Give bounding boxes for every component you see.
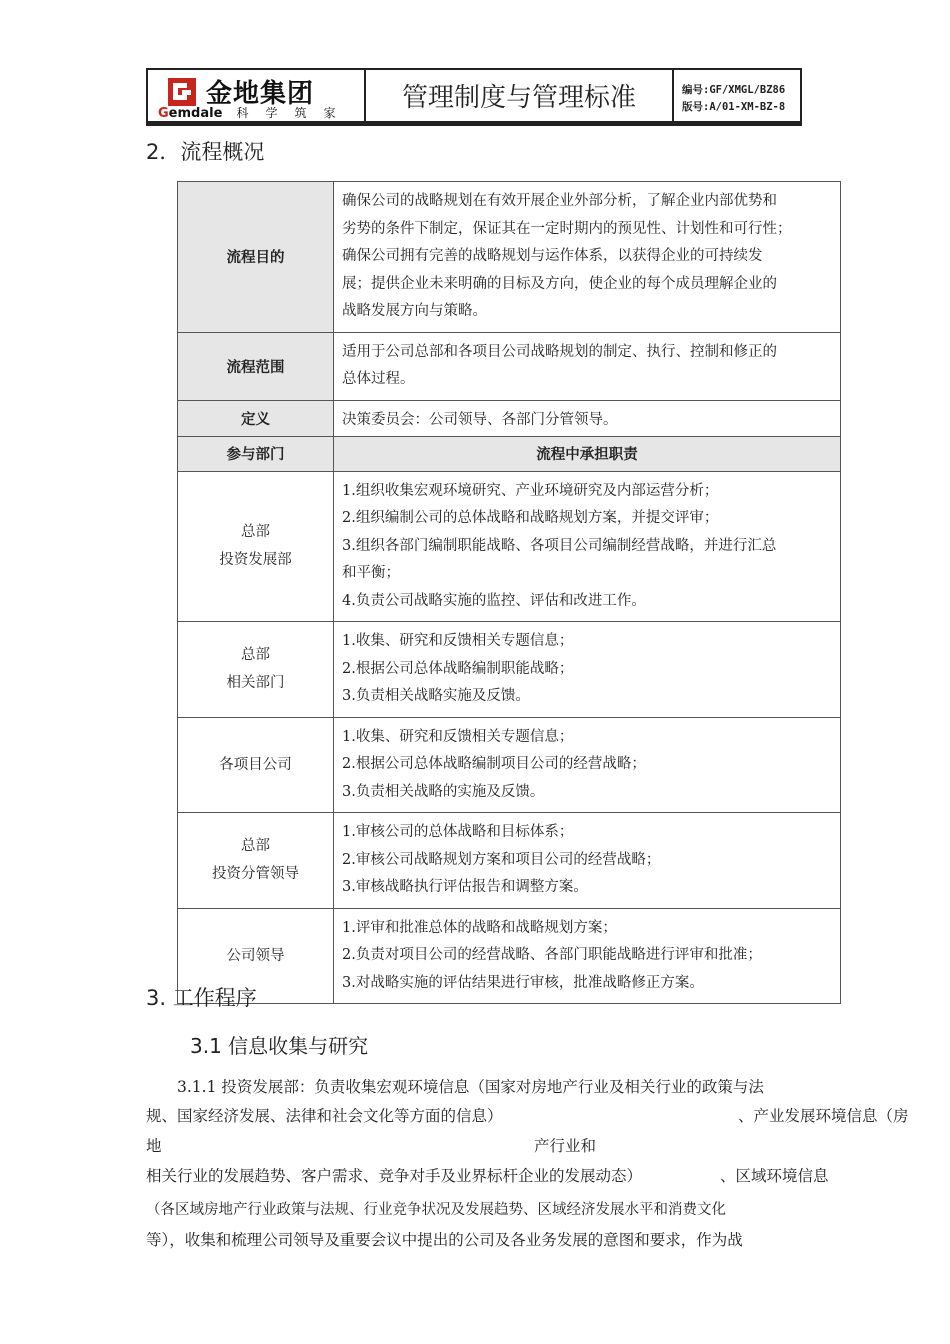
duty-cell: 1.组织收集宏观环境研究、产业环境研究及内部运营分析； 2.组织编制公司的总体战略和战略规划方案，并提交评审； 3.组织各部门编制职能战略、各项目公司编制经营战略，并进行汇总 和平衡； 4.负责公司战略实施的监控、评估和改进工作。 — [334, 471, 841, 622]
duty-cell: 1.收集、研究和反馈相关专题信息； 2.根据公司总体战略编制职能战略； 3.负责相关战略实施及反馈。 — [334, 622, 841, 718]
document-code: 编号:GF/XMGL/BZ86 — [682, 84, 786, 96]
paragraph-line: 、产业发展环境信息（房 — [738, 1107, 909, 1125]
duty-column-header: 流程中承担职责 — [334, 436, 841, 471]
duty-cell: 1.收集、研究和反馈相关专题信息； 2.根据公司总体战略编制项目公司的经营战略； 3.负责相关战略的实施及反馈。 — [334, 717, 841, 813]
scope-label: 流程范围 — [178, 332, 334, 400]
dept-column-header: 参与部门 — [178, 436, 334, 471]
definition-content: 决策委员会：公司领导、各部门分管领导。 — [334, 400, 841, 436]
dept-cell: 总部 投资发展部 — [178, 471, 334, 622]
company-slogan-row — [158, 104, 358, 121]
company-name: 金地集团 — [206, 79, 315, 109]
paragraph-line: 地 — [146, 1137, 162, 1155]
paragraph-line: 产行业和 — [534, 1137, 597, 1155]
table-header-row — [178, 436, 841, 471]
paragraph-line: 、区域环境信息 — [720, 1167, 829, 1185]
duty-cell: 1.审核公司的总体战略和目标体系； 2.审核公司战略规划方案和项目公司的经营战略； 3.审核战略执行评估报告和调整方案。 — [334, 813, 841, 909]
dept-cell: 公司领导 — [178, 908, 334, 1004]
table-row-purpose — [178, 182, 841, 333]
document-header — [146, 68, 802, 123]
document-code-block — [674, 70, 800, 121]
subsection-3-1-heading: 3.1 信息收集与研究 — [190, 1034, 369, 1058]
process-overview-table — [177, 181, 841, 1004]
purpose-label: 流程目的 — [178, 182, 334, 333]
scope-content: 适用于公司总部和各项目公司战略规划的制定、执行、控制和修正的 总体过程。 — [334, 332, 841, 400]
paragraph-line: 规、国家经济发展、法律和社会文化等方面的信息） — [146, 1107, 503, 1125]
section-3-heading: 3. 工作程序 — [146, 986, 257, 1010]
header-rule — [146, 123, 802, 126]
company-en-name: Gemdale — [158, 106, 223, 121]
section-2-heading: 2．流程概况 — [146, 140, 265, 164]
table-row — [178, 813, 841, 909]
dept-cell: 总部 相关部门 — [178, 622, 334, 718]
duty-cell: 1.评审和批准总体的战略和战略规划方案； 2.负责对项目公司的经营战略、各部门职能战略进行评审和批准； 3.对战略实施的评估结果进行审核，批准战略修正方案。 — [334, 908, 841, 1004]
dept-cell: 各项目公司 — [178, 717, 334, 813]
document-title: 管理制度与管理标准 — [366, 70, 674, 121]
table-row — [178, 717, 841, 813]
table-row-scope — [178, 332, 841, 400]
paragraph-line: 相关行业的发展趋势、客户需求、竞争对手及业界标杆企业的发展动态） — [146, 1167, 643, 1185]
paragraph-line: （各区域房地产行业政策与法规、行业竞争状况及发展趋势、区域经济发展水平和消费文化 — [146, 1202, 726, 1218]
company-slogan: 科学筑家 — [236, 106, 353, 120]
table-row — [178, 908, 841, 1004]
table-row-definition — [178, 400, 841, 436]
document-version: 版号:A/01-XM-BZ-8 — [682, 101, 786, 113]
company-logo-icon — [168, 78, 196, 106]
definition-label: 定义 — [178, 400, 334, 436]
paragraph-line: 3.1.1 投资发展部：负责收集宏观环境信息（国家对房地产行业及相关行业的政策与法 — [177, 1078, 764, 1096]
paragraph-line: 等），收集和梳理公司领导及重要会议中提出的公司及各业务发展的意图和要求，作为战 — [146, 1231, 743, 1249]
table-row — [178, 622, 841, 718]
dept-cell: 总部 投资分管领导 — [178, 813, 334, 909]
table-row — [178, 471, 841, 622]
purpose-content: 确保公司的战略规划在有效开展企业外部分析，了解企业内部优势和 劣势的条件下制定，保证其在一定时期内的预见性、计划性和可行性； 确保公司拥有完善的战略规划与运作体系，以获得企业的可持续发 展；提供企业未来明确的目标及方向，使企业的每个成员理解企业的 战略发展方向与策略。 — [334, 182, 841, 333]
company-logo — [148, 70, 366, 121]
